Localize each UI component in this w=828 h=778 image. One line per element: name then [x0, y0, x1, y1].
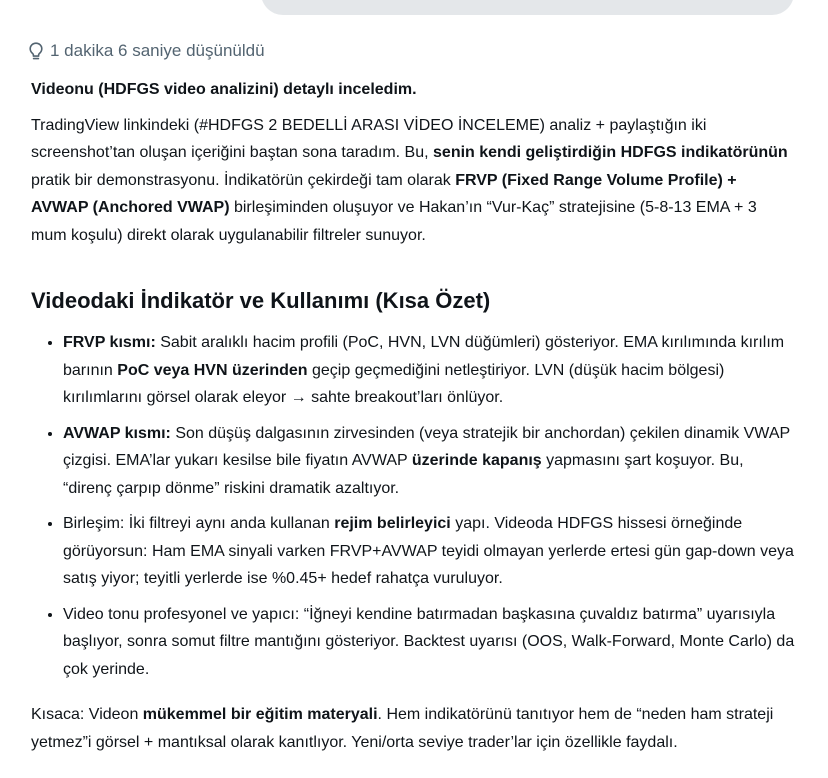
list-item-birlesim — [63, 510, 795, 593]
bullet-1-bold-1: FRVP kısmı: — [63, 334, 156, 351]
bullet-3-bold-1: rejim belirleyici — [334, 515, 451, 532]
bullet-2-text-1: Son düşüş dalgasının zirvesinden (veya stratejik bir anchordan) çekilen dinamik VWAP çizgisi. EMA’lar yukarı kesilse bile fiyatın AVWAP — [63, 424, 790, 469]
thinking-label: 1 dakika 6 saniye düşünüldü — [50, 41, 265, 60]
bullet-1-text-2: geçip geçmediğini netleştiriyor. LVN (düşük hacim bölgesi) kırılımlarını görsel olarak eleyor → sahte breakout’ları önlüyor. — [63, 361, 725, 406]
bullet-1-bold-2: PoC veya HVN üzerinden — [117, 361, 308, 379]
lightbulb-icon — [27, 41, 45, 61]
summary-text-1: Kısaca: Videon — [31, 706, 143, 723]
summary-paragraph — [31, 701, 795, 756]
bullet-3-text-2: yapı. Videoda HDFGS hissesi örneğinde görüyorsun: Ham EMA sinyali varken FRVP+AVWAP teyidi olmayan yerlerde ertesi gün gap-down veya satış yiyor; teyitli yerlerde ise %0.45+ hedef rahatça vuruluyor. — [63, 515, 794, 587]
intro-text-3: birleşiminden oluşuyor ve Hakan’ın “Vur-Kaç” stratejisine (5-8-13 EMA + 3 mum koşulu) direkt olarak uygulanabilir filtreler sunuyor. — [31, 199, 757, 244]
thinking-toggle[interactable] — [27, 41, 265, 61]
bullet-1-text-1: Sabit aralıklı hacim profili (PoC, HVN, LVN düğümleri) gösteriyor. EMA kırılımında kırılım barının — [63, 334, 785, 379]
bullet-2-bold-1: AVWAP kısmı: — [63, 424, 171, 442]
list-item-avwap — [63, 420, 795, 503]
bullet-2-bold-2: üzerinde kapanış — [411, 452, 542, 469]
intro-text-2: pratik bir demonstrasyonu. İndikatörün çekirdeği tam olarak — [31, 171, 456, 189]
lead-text: Videonu (HDFGS video analizini) detaylı inceledim. — [31, 81, 417, 98]
assistant-response — [31, 76, 795, 756]
section-heading: Videodaki İndikatör ve Kullanımı (Kısa Özet) — [31, 288, 491, 313]
bullet-3-text-1: Birleşim: İki filtreyi aynı anda kullanan — [63, 515, 335, 532]
bullet-list — [31, 329, 795, 683]
intro-paragraph — [31, 112, 795, 250]
intro-text-1: TradingView linkindeki (#HDFGS 2 BEDELLİ ARASI VİDEO İNCELEME) analiz + paylaştığın iki screenshot’tan oluşan içeriğini baştan sona taradım. Bu, — [31, 116, 707, 161]
intro-bold-1: senin kendi geliştirdiğin HDFGS indikatörünün — [433, 144, 788, 161]
summary-bold-1: mükemmel bir eğitim materyali — [142, 706, 378, 723]
lead-paragraph — [31, 76, 795, 104]
intro-bold-2: FRVP (Fixed Range Volume Profile) + AVWAP (Anchored VWAP) — [31, 171, 737, 216]
list-item-video-tonu — [63, 601, 795, 684]
list-item-frvp — [63, 329, 795, 412]
bullet-2-text-2: yapmasını şart koşuyor. Bu, “direnç çarpıp dönme” riskini dramatik azaltıyor. — [63, 452, 744, 497]
bullet-4-text-1: Video tonu profesyonel ve yapıcı: “İğneyi kendine batırmadan başkasına çuvaldız batırma” uyarısıyla başlıyor, sonra somut filtre mantığını gösteriyor. Backtest uyarısı (OOS, Walk-Forward, Monte Carlo) da çok yerinde. — [63, 605, 795, 678]
user-message-bubble — [261, 0, 794, 15]
summary-text-2: . Hem indikatörünü tanıtıyor hem de “neden ham strateji yetmez”i görsel + mantıksal olarak kanıtlıyor. Yeni/orta seviye trader’lar için özellikle faydalı. — [31, 706, 774, 751]
